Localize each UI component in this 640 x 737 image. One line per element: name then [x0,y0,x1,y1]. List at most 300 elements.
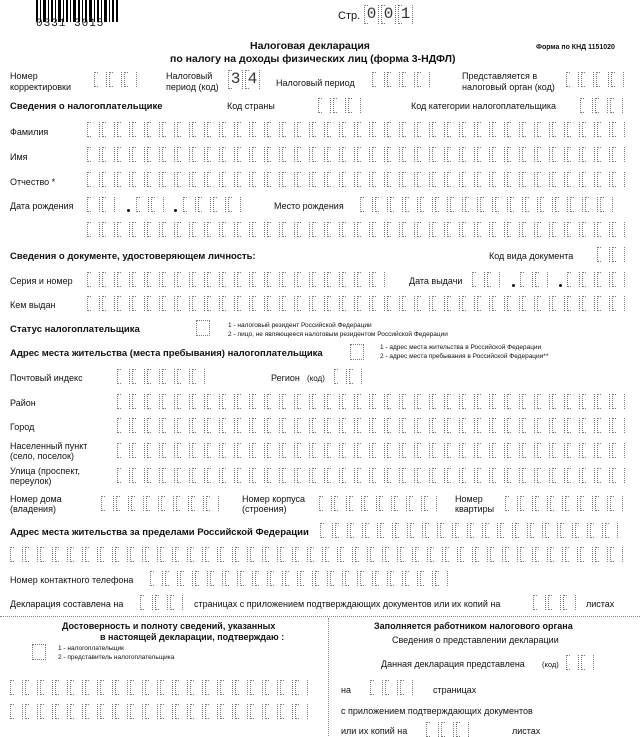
input-cell[interactable] [342,222,355,237]
input-cell[interactable] [505,547,518,562]
input-cell[interactable] [310,547,323,562]
input-cell[interactable] [312,272,325,287]
input-cell[interactable] [312,468,325,483]
input-cell[interactable] [462,122,475,137]
input-cell[interactable] [402,222,415,237]
input-cell[interactable] [597,468,610,483]
input-cell[interactable] [206,496,219,511]
input-cell[interactable] [405,197,418,212]
input-cell[interactable] [87,172,100,187]
input-cell[interactable] [567,443,580,458]
input-cell[interactable] [282,468,295,483]
input-cell[interactable] [327,443,340,458]
input-cell[interactable] [190,704,203,719]
input-cell[interactable] [400,680,413,695]
input-cell[interactable] [267,468,280,483]
officer-pages-cells[interactable] [370,680,415,695]
input-cell[interactable] [417,418,430,433]
input-cell[interactable] [462,172,475,187]
input-cell[interactable] [265,547,278,562]
input-cell[interactable] [410,523,423,538]
input-cell[interactable] [207,468,220,483]
input-cell[interactable] [477,468,490,483]
input-cell[interactable] [85,547,98,562]
input-cell[interactable] [537,296,550,311]
input-cell[interactable] [220,680,233,695]
input-cell[interactable] [477,418,490,433]
input-cell[interactable] [357,443,370,458]
input-cell[interactable] [400,547,413,562]
input-cell[interactable] [417,147,430,162]
input-cell[interactable] [175,547,188,562]
input-cell[interactable] [150,571,163,586]
input-cell[interactable] [147,369,160,384]
input-cell[interactable] [581,655,594,670]
input-cell[interactable] [522,296,535,311]
input-cell[interactable] [342,418,355,433]
birth-place-cells[interactable] [360,197,615,212]
input-cell[interactable] [409,496,422,511]
input-cell[interactable] [566,655,579,670]
input-cell[interactable] [334,369,347,384]
input-cell[interactable] [87,272,100,287]
input-cell[interactable] [325,547,338,562]
input-cell[interactable] [319,496,332,511]
input-cell[interactable] [252,147,265,162]
input-cell[interactable] [252,296,265,311]
input-cell[interactable] [447,147,460,162]
input-cell[interactable] [40,704,53,719]
input-cell[interactable] [267,147,280,162]
input-cell[interactable] [222,222,235,237]
input-cell[interactable] [477,296,490,311]
input-cell[interactable] [432,468,445,483]
input-cell[interactable] [222,418,235,433]
input-cell[interactable] [612,222,625,237]
input-cell[interactable] [102,272,115,287]
input-cell[interactable] [380,523,393,538]
input-cell[interactable] [522,394,535,409]
input-cell[interactable] [55,704,68,719]
input-cell[interactable] [435,571,448,586]
input-cell[interactable] [600,197,613,212]
input-cell[interactable] [237,172,250,187]
input-cell[interactable] [430,547,443,562]
input-cell[interactable] [582,394,595,409]
input-cell[interactable] [426,722,439,737]
input-cell[interactable] [520,272,533,287]
input-cell[interactable] [280,680,293,695]
input-cell[interactable] [507,296,520,311]
input-cell[interactable] [390,571,403,586]
doc-type-code-cells[interactable] [597,247,627,262]
input-cell[interactable] [117,147,130,162]
input-cell[interactable] [295,704,308,719]
input-cell[interactable] [312,122,325,137]
input-cell[interactable] [537,122,550,137]
input-cell[interactable] [250,547,263,562]
input-cell[interactable] [280,547,293,562]
input-cell[interactable] [235,704,248,719]
input-cell[interactable] [177,172,190,187]
input-cell[interactable] [312,443,325,458]
input-cell[interactable] [312,172,325,187]
input-cell[interactable] [537,147,550,162]
input-cell[interactable] [190,547,203,562]
birth-year-cells[interactable] [183,197,243,212]
input-cell[interactable] [228,197,241,212]
input-cell[interactable] [55,547,68,562]
input-cell[interactable] [420,571,433,586]
input-cell[interactable] [612,418,625,433]
input-cell[interactable] [183,197,196,212]
input-cell[interactable] [115,704,128,719]
issue-year-cells[interactable] [567,272,627,287]
input-cell[interactable] [255,571,268,586]
input-cell[interactable] [192,418,205,433]
input-cell[interactable] [10,680,23,695]
input-cell[interactable] [505,496,518,511]
input-cell[interactable] [357,418,370,433]
input-cell[interactable] [116,496,129,511]
input-cell[interactable] [432,443,445,458]
input-cell[interactable] [147,296,160,311]
input-cell[interactable] [207,296,220,311]
input-cell[interactable] [176,496,189,511]
input-cell[interactable] [507,147,520,162]
input-cell[interactable] [462,147,475,162]
input-cell[interactable] [597,418,610,433]
input-cell[interactable] [297,147,310,162]
input-cell[interactable] [597,443,610,458]
input-cell[interactable] [40,547,53,562]
input-cell[interactable] [280,704,293,719]
input-cell[interactable] [530,523,543,538]
input-cell[interactable] [55,680,68,695]
taxpayer-status-box[interactable] [196,320,210,336]
input-cell[interactable] [117,418,130,433]
input-cell[interactable] [552,418,565,433]
input-cell[interactable] [222,468,235,483]
input-cell[interactable] [537,394,550,409]
input-cell[interactable] [610,496,623,511]
input-cell[interactable] [147,222,160,237]
city-cells[interactable] [117,418,627,433]
input-cell[interactable] [492,222,505,237]
input-cell[interactable] [327,222,340,237]
input-cell[interactable] [282,418,295,433]
signer-name-cells-row2[interactable] [10,704,310,719]
input-cell[interactable] [525,197,538,212]
input-cell[interactable] [596,72,609,87]
input-cell[interactable] [402,122,415,137]
input-cell[interactable] [297,272,310,287]
input-cell[interactable] [117,369,130,384]
input-cell[interactable] [349,369,362,384]
input-cell[interactable] [465,197,478,212]
input-cell[interactable] [180,571,193,586]
house-number-cells[interactable] [101,496,221,511]
input-cell[interactable] [132,468,145,483]
input-cell[interactable] [175,680,188,695]
input-cell[interactable] [417,72,430,87]
input-cell[interactable] [117,443,130,458]
input-cell[interactable] [198,197,211,212]
input-cell[interactable] [507,122,520,137]
input-cell[interactable] [597,296,610,311]
input-cell[interactable] [25,680,38,695]
input-cell[interactable] [580,98,593,113]
input-cell[interactable] [487,272,500,287]
input-cell[interactable] [132,418,145,433]
input-cell[interactable] [432,394,445,409]
input-cell[interactable] [612,443,625,458]
input-cell[interactable] [252,122,265,137]
input-cell[interactable] [265,704,278,719]
birth-place-cells-row2[interactable] [87,222,627,237]
input-cell[interactable] [297,172,310,187]
input-cell[interactable] [270,571,283,586]
input-cell[interactable] [567,418,580,433]
input-cell[interactable] [456,722,469,737]
input-cell[interactable] [147,394,160,409]
input-cell[interactable] [372,468,385,483]
input-cell[interactable] [237,296,250,311]
page-digit[interactable]: 0 [381,5,396,24]
input-cell[interactable] [101,496,114,511]
input-cell[interactable] [192,369,205,384]
input-cell[interactable] [192,222,205,237]
input-cell[interactable] [372,147,385,162]
input-cell[interactable] [192,468,205,483]
input-cell[interactable] [117,222,130,237]
input-cell[interactable] [146,496,159,511]
input-cell[interactable] [177,369,190,384]
input-cell[interactable] [117,394,130,409]
input-cell[interactable] [349,496,362,511]
input-cell[interactable] [132,222,145,237]
input-cell[interactable] [570,197,583,212]
input-cell[interactable] [327,122,340,137]
input-cell[interactable] [192,122,205,137]
input-cell[interactable] [447,296,460,311]
input-cell[interactable] [297,296,310,311]
input-cell[interactable] [210,571,223,586]
input-cell[interactable] [472,272,485,287]
input-cell[interactable] [177,222,190,237]
input-cell[interactable] [160,704,173,719]
input-cell[interactable] [537,418,550,433]
input-cell[interactable] [372,172,385,187]
input-cell[interactable] [265,680,278,695]
input-cell[interactable] [432,418,445,433]
input-cell[interactable] [207,272,220,287]
input-cell[interactable] [612,122,625,137]
input-cell[interactable] [140,595,153,610]
input-cell[interactable] [235,680,248,695]
input-cell[interactable] [333,98,346,113]
input-cell[interactable] [100,547,113,562]
input-cell[interactable] [552,468,565,483]
input-cell[interactable] [480,197,493,212]
phone-cells[interactable] [150,571,450,586]
input-cell[interactable] [297,468,310,483]
input-cell[interactable] [612,172,625,187]
input-cell[interactable] [357,272,370,287]
input-cell[interactable] [492,468,505,483]
input-cell[interactable] [102,172,115,187]
input-cell[interactable] [385,547,398,562]
input-cell[interactable] [237,222,250,237]
input-cell[interactable] [597,247,610,262]
input-cell[interactable] [162,443,175,458]
input-cell[interactable] [475,547,488,562]
input-cell[interactable] [252,222,265,237]
input-cell[interactable] [342,172,355,187]
input-cell[interactable] [370,680,383,695]
input-cell[interactable] [610,547,623,562]
input-cell[interactable] [582,147,595,162]
input-cell[interactable] [213,197,226,212]
input-cell[interactable] [342,468,355,483]
input-cell[interactable] [320,523,333,538]
input-cell[interactable] [372,272,385,287]
input-cell[interactable] [87,197,100,212]
input-cell[interactable] [115,680,128,695]
input-cell[interactable] [252,272,265,287]
input-cell[interactable] [372,394,385,409]
input-cell[interactable] [567,147,580,162]
input-cell[interactable] [87,296,100,311]
input-cell[interactable] [495,197,508,212]
input-cell[interactable] [102,122,115,137]
input-cell[interactable] [605,523,618,538]
input-cell[interactable] [477,394,490,409]
input-cell[interactable] [100,704,113,719]
input-cell[interactable] [582,296,595,311]
input-cell[interactable] [147,468,160,483]
input-cell[interactable] [567,222,580,237]
input-cell[interactable] [115,547,128,562]
input-cell[interactable] [162,418,175,433]
input-cell[interactable] [327,394,340,409]
input-cell[interactable] [335,523,348,538]
input-cell[interactable] [282,443,295,458]
input-cell[interactable] [535,496,548,511]
input-cell[interactable] [460,547,473,562]
input-cell[interactable] [402,296,415,311]
input-cell[interactable] [177,394,190,409]
input-cell[interactable] [327,296,340,311]
input-cell[interactable] [612,272,625,287]
input-cell[interactable] [507,222,520,237]
input-cell[interactable] [560,523,573,538]
input-cell[interactable] [379,496,392,511]
foreign-address-cells-row2[interactable] [10,547,625,562]
input-cell[interactable] [535,547,548,562]
input-cell[interactable] [145,680,158,695]
input-cell[interactable] [447,394,460,409]
input-cell[interactable] [567,296,580,311]
input-cell[interactable] [462,296,475,311]
input-cell[interactable] [87,147,100,162]
input-cell[interactable] [117,468,130,483]
input-cell[interactable] [522,222,535,237]
input-cell[interactable] [177,147,190,162]
input-cell[interactable] [552,122,565,137]
input-cell[interactable] [130,704,143,719]
input-cell[interactable] [132,122,145,137]
input-cell[interactable] [165,571,178,586]
input-cell[interactable] [267,122,280,137]
input-cell[interactable] [10,547,23,562]
input-cell[interactable] [222,147,235,162]
input-cell[interactable] [357,296,370,311]
input-cell[interactable] [192,272,205,287]
input-cell[interactable] [282,272,295,287]
input-cell[interactable] [425,523,438,538]
input-cell[interactable] [357,468,370,483]
input-cell[interactable] [342,394,355,409]
input-cell[interactable] [162,296,175,311]
input-cell[interactable] [462,443,475,458]
input-cell[interactable] [222,394,235,409]
input-cell[interactable] [582,468,595,483]
input-cell[interactable] [342,147,355,162]
input-cell[interactable] [522,443,535,458]
input-cell[interactable] [297,122,310,137]
input-cell[interactable] [520,547,533,562]
tax-period-digit[interactable]: 4 [245,70,260,89]
signer-name-cells[interactable] [10,680,310,695]
input-cell[interactable] [327,468,340,483]
input-cell[interactable] [162,272,175,287]
input-cell[interactable] [345,571,358,586]
input-cell[interactable] [192,172,205,187]
input-cell[interactable] [190,680,203,695]
input-cell[interactable] [117,122,130,137]
input-cell[interactable] [237,394,250,409]
input-cell[interactable] [237,122,250,137]
input-cell[interactable] [177,122,190,137]
confirm-type-box[interactable] [32,644,46,660]
input-cell[interactable] [267,443,280,458]
input-cell[interactable] [147,122,160,137]
input-cell[interactable] [252,468,265,483]
input-cell[interactable] [175,704,188,719]
input-cell[interactable] [580,496,593,511]
input-cell[interactable] [510,197,523,212]
input-cell[interactable] [387,418,400,433]
input-cell[interactable] [447,468,460,483]
input-cell[interactable] [132,369,145,384]
input-cell[interactable] [432,147,445,162]
input-cell[interactable] [507,418,520,433]
input-cell[interactable] [417,443,430,458]
input-cell[interactable] [285,571,298,586]
input-cell[interactable] [447,222,460,237]
input-cell[interactable] [447,418,460,433]
input-cell[interactable] [385,680,398,695]
input-cell[interactable] [402,172,415,187]
input-cell[interactable] [85,680,98,695]
input-cell[interactable] [492,122,505,137]
input-cell[interactable] [580,547,593,562]
input-cell[interactable] [295,547,308,562]
input-cell[interactable] [417,172,430,187]
input-cell[interactable] [267,222,280,237]
input-cell[interactable] [10,704,23,719]
